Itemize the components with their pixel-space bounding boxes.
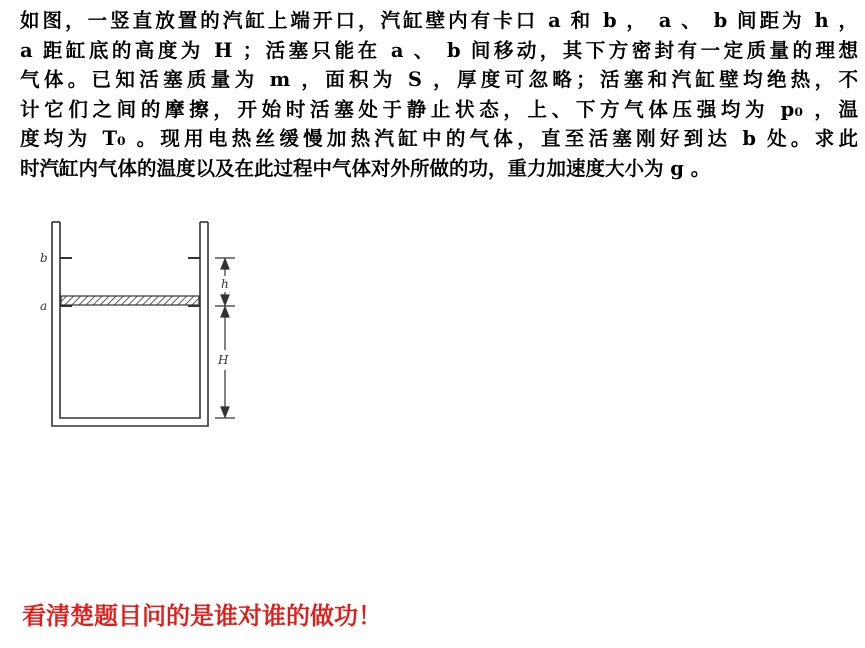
cylinder-wall bbox=[52, 222, 208, 426]
label-h: h bbox=[221, 277, 229, 291]
label-b: b bbox=[40, 251, 48, 265]
cylinder-diagram bbox=[38, 218, 248, 430]
piston bbox=[61, 296, 199, 305]
problem-line-1: 如图，一竖直放置的汽缸上端开口，汽缸壁内有卡口 a 和 b ， a 、 b 间距为 h ， bbox=[20, 9, 858, 32]
label-H: H bbox=[218, 353, 229, 367]
problem-line-5: 度均为 T₀ 。现用电热丝缓慢加热汽缸中的气体，直至活塞刚好到达 b 处。求此 bbox=[20, 127, 858, 150]
problem-line-6: 时汽缸内气体的温度以及在此过程中气体对外所做的功，重力加速度大小为 g 。 bbox=[20, 156, 711, 180]
problem-line-4: 计它们之间的摩擦，开始时活塞处于静止状态，上、下方气体压强均为 p₀ ，温 bbox=[20, 97, 858, 121]
problem-line-2: a 距缸底的高度为 H ；活塞只能在 a 、 b 间移动，其下方密封有一定质量的理想 bbox=[20, 38, 858, 62]
problem-line-3: 气体。已知活塞质量为 m ，面积为 S ，厚度可忽略；活塞和汽缸壁均绝热，不 bbox=[20, 68, 858, 91]
problem-text bbox=[20, 6, 858, 183]
hint-note: 看清楚题目问的是谁对谁的做功！ bbox=[22, 602, 382, 630]
label-a: a bbox=[40, 299, 48, 313]
